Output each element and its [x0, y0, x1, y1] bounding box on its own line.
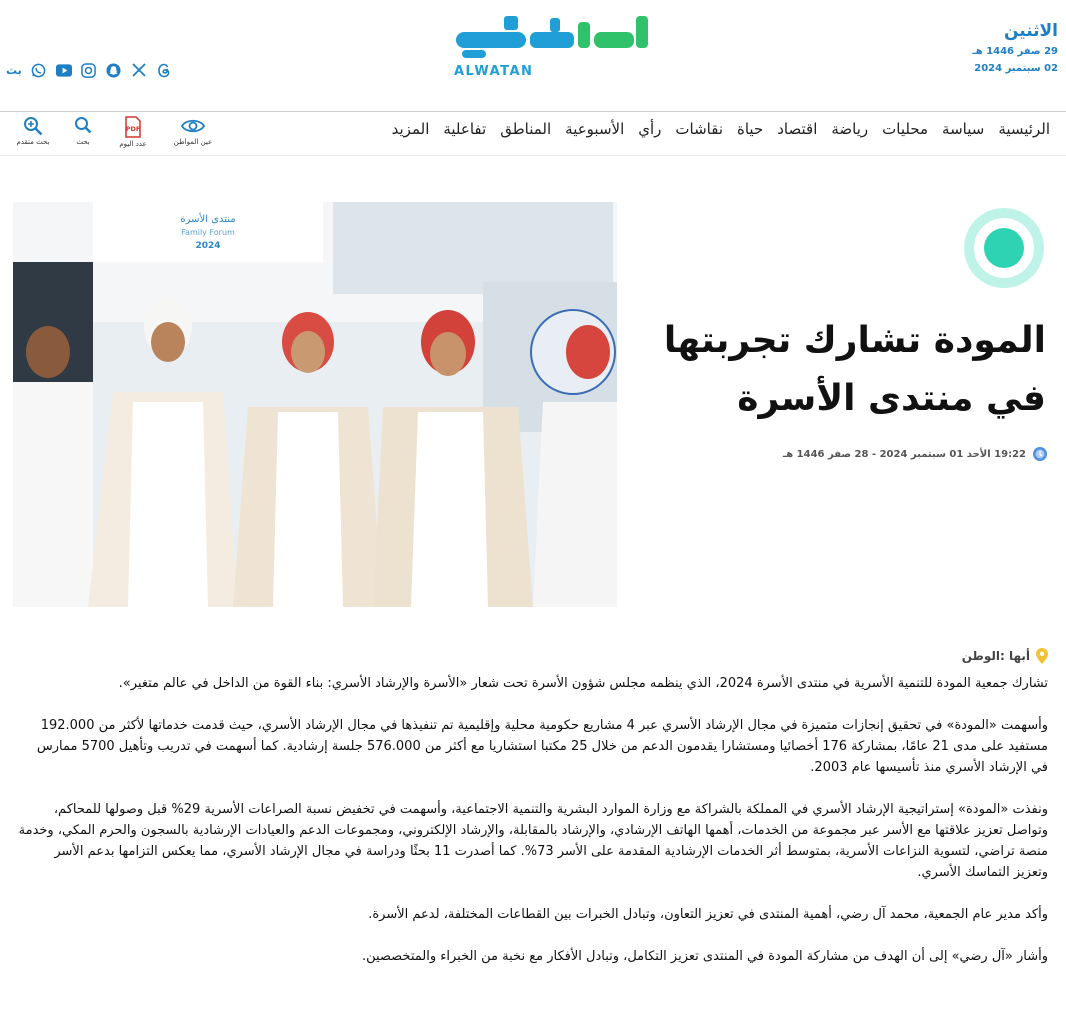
photo-sign-line3: 2024 [195, 241, 221, 251]
day-name: الاثنين [1003, 21, 1058, 41]
photo-sign-line2: Family Forum [181, 228, 235, 237]
article-image [13, 202, 617, 607]
nav-item-home[interactable]: الرئيسية [998, 120, 1050, 138]
search-icon [74, 116, 92, 136]
paragraph-3: ونفذت «المودة» إستراتيجية الإرشاد الأسري في المملكة بالشراكة مع وزارة الموارد البشرية والتنمية الاجتماعية، وأسهمت في تخفيض نسبة الصراعات الأسرية 29% قبل وصولها للمحاكم، وتواصل تعزيز علاقتها مع الأسر عبر مجموعة من الخدمات، أهمها الهاتف الإرشادي، والإرشاد بالمقابلة، والإرشاد الإلكتروني، ومجموعات الدعم والعيادات الإرشادية بالسجون والحرم المكي، وخدمة منصة تراضي، لتسوية النزاعات الأسرية، بمتوسط أثر الخدمات الإرشادية المقدمة على الأسر 73%. كما أصدرت 11 بحثًا ودراسة في مجال الإرشاد الأسري، مما يعكس التزامها بدعم الأسر وتعزيز التماسك الأسري. [18, 802, 1048, 880]
main-nav [0, 112, 1066, 156]
nav-item-economy[interactable]: اقتصاد [777, 120, 818, 138]
badge-icon [962, 206, 1046, 290]
clock-icon [1032, 446, 1048, 462]
photo-sign-line1: منتدى الأسرة [180, 214, 236, 225]
site-header [0, 0, 1066, 112]
site-logo[interactable] [452, 16, 654, 82]
article-meta [783, 446, 1048, 462]
live-link[interactable]: بث [6, 63, 22, 77]
logo-english: ALWATAN [454, 64, 534, 79]
zoom-plus-icon [23, 116, 43, 136]
nav-tools [10, 116, 216, 148]
date-block [972, 20, 1058, 76]
article-date: 19:22 الأحد 01 سبتمبر 2024 - 28 صفر 1446 هـ [782, 448, 1026, 460]
paragraph-5: وأشار «آل رضي» إلى أن الهدف من مشاركة المودة في المنتدى تعزيز التكامل، وتبادل الأفكار مع نخبة من الخبراء والمتخصصين. [361, 949, 1048, 964]
nav-item-sports[interactable]: رياضة [831, 120, 869, 138]
today-issue-button[interactable] [110, 116, 156, 148]
nav-item-politics[interactable]: سياسة [942, 120, 985, 138]
youtube-icon[interactable] [56, 62, 72, 78]
threads-icon[interactable] [156, 62, 172, 78]
hijri-date: 29 صفر 1446 هـ [972, 46, 1058, 57]
instagram-icon[interactable] [81, 62, 97, 78]
nav-item-opinion[interactable]: رأي [638, 120, 662, 138]
location-pin-icon [1036, 648, 1048, 664]
advanced-search-button[interactable] [10, 116, 56, 146]
gregorian-date: 02 سبتمبر 2024 [974, 63, 1058, 74]
byline [962, 648, 1048, 664]
social-links [6, 62, 172, 78]
nav-item-local[interactable]: محليات [882, 120, 929, 138]
nav-item-weekly[interactable]: الأسبوعية [565, 120, 625, 138]
paragraph-4: وأكد مدير عام الجمعية، محمد آل رضي، أهمية المنتدى في تعزيز التعاون، وتبادل الخبرات بين القطاعات المختلفة، لدعم الأسرة. [368, 907, 1048, 922]
article-body [18, 673, 1048, 988]
paragraph-1: تشارك جمعية المودة للتنمية الأسرية في منتدى الأسرة 2024، الذي ينظمه مجلس شؤون الأسرة تحت شعار «الأسرة والإرشاد الأسري: بناء القوة من الداخل في عالم متغير». [118, 676, 1048, 691]
x-icon[interactable] [131, 62, 147, 78]
eye-icon [181, 116, 205, 136]
citizen-eye-label: عين المواطن [173, 138, 213, 146]
paragraph-2: وأسهمت «المودة» في تحقيق إنجازات متميزة في مجال الإرشاد الأسري عبر 4 مشاريع حكومية محلية وإقليمية تم تنفيذها في مجال الإرشاد الأسري، حيث قدمت خدماتها لأكثر من 192.000 مستفيد على مدى 21 عامًا، بمشاركة 176 أخصائيا ومستشارا يقدمون الدعم من خلال 25 مكتبا استشاريا مع أكثر من 576.000 جلسة إرشادية. كما أسهمت في تدريب وتأهيل 5700 ممارس في الإرشاد الأسري منذ تأسيسها عام 2003. [36, 718, 1048, 775]
whatsapp-icon[interactable] [31, 62, 47, 78]
nav-menu [392, 120, 1050, 138]
nav-item-life[interactable]: حياة [737, 120, 764, 138]
nav-item-regions[interactable]: المناطق [500, 120, 552, 138]
pdf-badge-text: PDF [125, 125, 141, 133]
nav-item-discussions[interactable]: نقاشات [675, 120, 723, 138]
today-issue-label: عدد اليوم [119, 140, 147, 148]
nav-item-interactive[interactable]: تفاعلية [443, 120, 487, 138]
search-label: بحث [76, 138, 90, 146]
logo-wordmark [452, 16, 654, 66]
byline-text: أبها :الوطن [961, 649, 1030, 663]
pdf-icon [123, 116, 143, 138]
nav-item-more[interactable]: المزيد [391, 120, 430, 138]
advanced-search-label: بحث متقدم [16, 138, 50, 146]
article-photo[interactable] [13, 202, 617, 607]
article-title: المودة تشارك تجربتها في منتدى الأسرة [663, 320, 1046, 419]
citizen-eye-button[interactable] [170, 116, 216, 146]
snapchat-icon[interactable] [106, 62, 122, 78]
search-button[interactable] [70, 116, 96, 146]
